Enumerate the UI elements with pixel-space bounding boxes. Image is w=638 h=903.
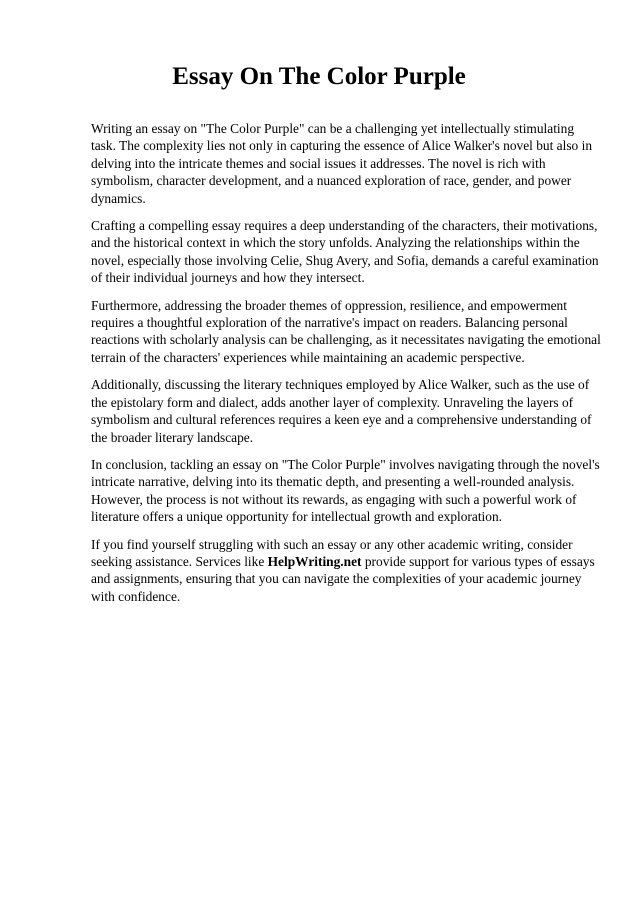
paragraph-6-before: If you find yourself struggling with such an essay or any other academic writing, consider seeking assistance. Services like [91,536,573,569]
page-title: Essay On The Color Purple [172,63,466,90]
paragraph-6 [91,536,601,606]
paragraph-4: Additionally, discussing the literary techniques employed by Alice Walker, such as the use of the epistolary form and dialect, adds another layer of complexity. Unraveling the layers of symbolism and cultural references requires a keen eye and a comprehensive understanding of the broader literary landscape. [91,377,592,445]
service-brand-name: HelpWriting.net [267,553,362,569]
paragraph-5: In conclusion, tackling an essay on "The Color Purple" involves navigating through the novel's intricate narrative, delving into its thematic depth, and presenting a well-rounded analysis. However, the process is not without its rewards, as engaging with such a powerful work of literature offers a unique opportunity for intellectual growth and exploration. [91,456,600,525]
essay-body [91,120,601,615]
paragraph-1: Writing an essay on "The Color Purple" can be a challenging yet intellectually stimulating task. The complexity lies not only in capturing the essence of Alice Walker's novel but also in delving into the intricate themes and social issues it addresses. The novel is rich with symbolism, character development, and a nuanced exploration of race, gender, and power dynamics. [91,121,593,206]
paragraph-6-after: provide support for various types of essays and assignments, ensuring that you can navigate the complexities of your academic journey with confidence. [91,553,595,604]
paragraph-2: Crafting a compelling essay requires a deep understanding of the characters, their motivations, and the historical context in which the story unfolds. Analyzing the relationships within the novel, especially those involving Celie, Shug Avery, and Sofia, demands a careful examination of their individual journeys and how they intersect. [91,218,599,286]
paragraph-3: Furthermore, addressing the broader themes of oppression, resilience, and empowerment requires a thoughtful exploration of the narrative's impact on readers. Balancing personal reactions with scholarly analysis can be challenging, as it necessitates navigating the emotional terrain of the characters' experiences while maintaining an academic perspective. [91,297,601,365]
